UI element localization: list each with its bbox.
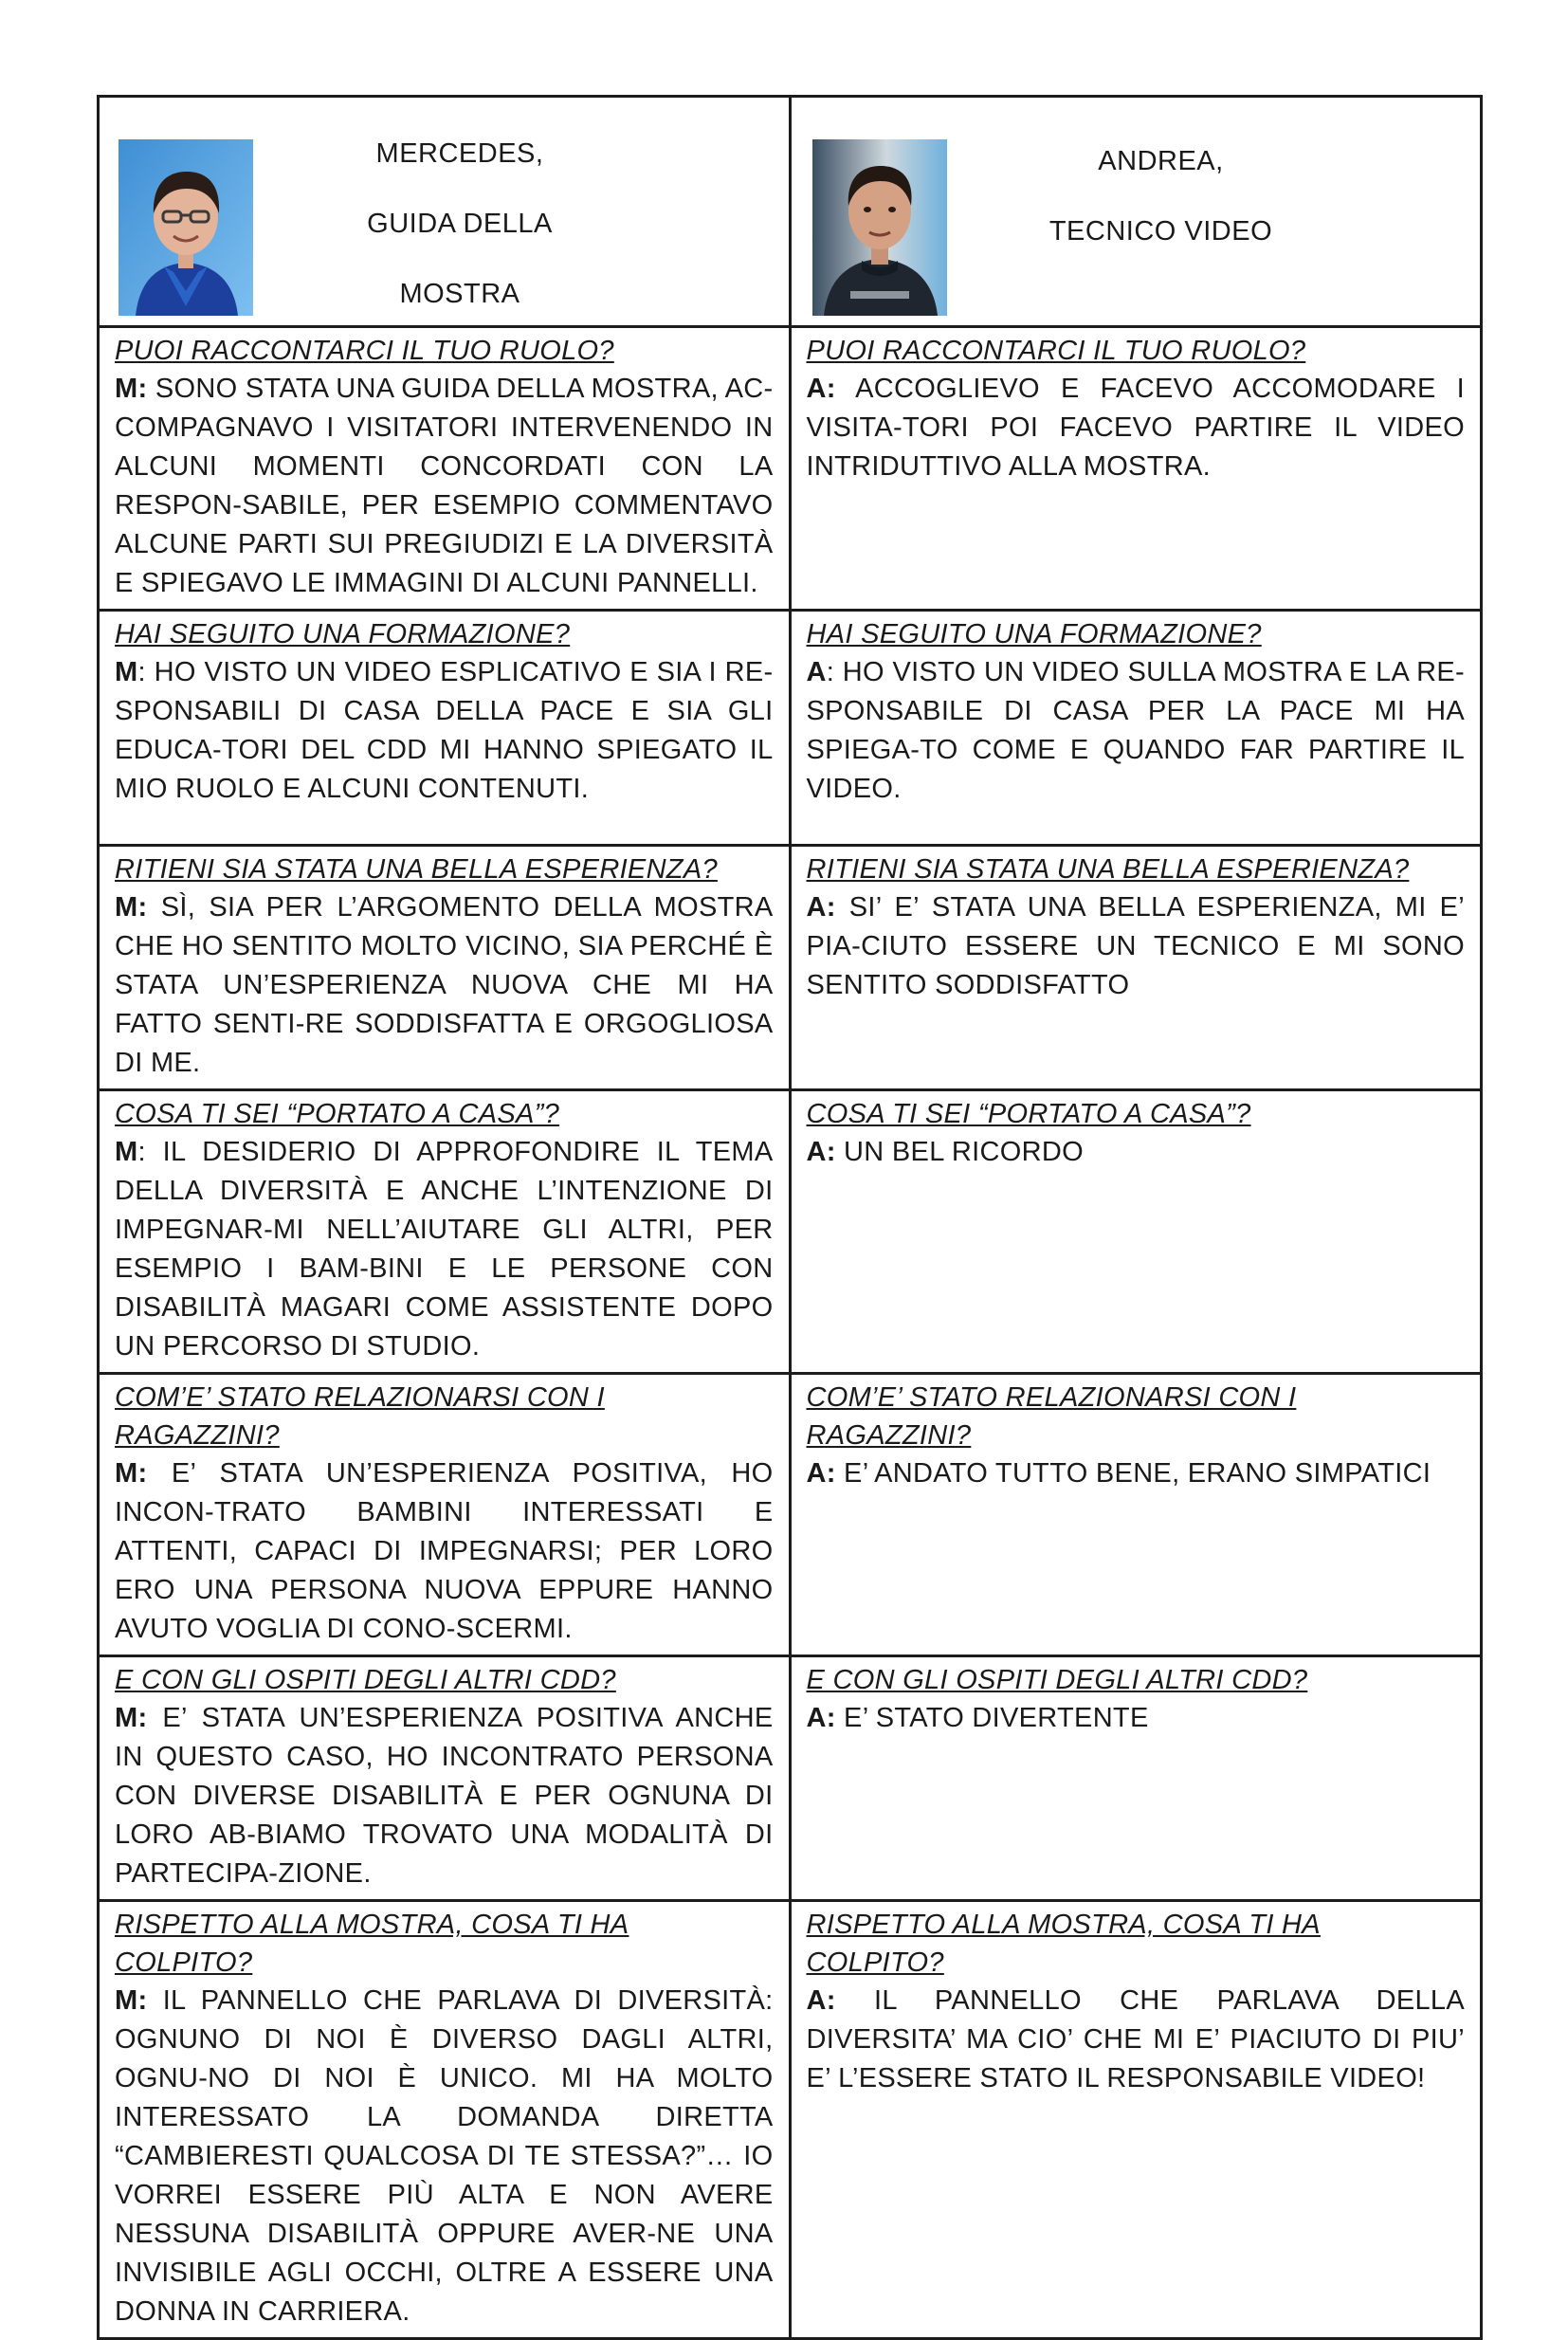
question: COSA TI SEI “PORTATO A CASA”? (806, 1099, 1251, 1129)
answer (807, 1699, 1466, 1738)
answer-text: : IL DESIDERIO DI APPROFONDIRE IL TEMA DELLA DIVERSITÀ E ANCHE L’INTENZIONE DI IMPEGNAR-MI NELL’AIUTARE GLI ALTRI, PER ESEMPIO I BAM-BINI E LE PERSONE CON DISABILITÀ MAGARI COME ASSISTENTE DOPO UN PERCORSO DI STUDIO. (115, 1137, 774, 1362)
header-cell-andrea (790, 97, 1482, 327)
qa-row (99, 1090, 1482, 1374)
answer (115, 888, 774, 1083)
person-caption (1019, 126, 1304, 266)
question: HAI SEGUITO UNA FORMAZIONE? (115, 619, 571, 649)
speaker-prefix: M (115, 1137, 138, 1167)
answer (807, 370, 1466, 486)
speaker-prefix: A: (806, 1985, 836, 2016)
answer-text: : HO VISTO UN VIDEO ESPLICATIVO E SIA I RE-SPONSABILI DI CASA DELLA PACE E SIA GLI EDUCA-TORI DEL CDD MI HANNO SPIEGATO IL MIO RUOLO E ALCUNI CONTENUTI. (115, 657, 774, 804)
answer-cell-mercedes (99, 1656, 791, 1901)
answer-cell-mercedes (99, 846, 791, 1090)
person-role: TECNICO VIDEO (1048, 216, 1273, 247)
answer (115, 1982, 774, 2331)
answer-cell-andrea (790, 1090, 1482, 1374)
person-name: ANDREA, (1098, 146, 1224, 176)
answer-cell-mercedes (99, 327, 791, 611)
question: PUOI RACCONTARCI IL TUO RUOLO? (115, 336, 614, 366)
answer-text: : HO VISTO UN VIDEO SULLA MOSTRA E LA RE-SPONSABILE DI CASA PER LA PACE MI HA SPIEGA-TO COME E QUANDO FAR PARTIRE IL VIDEO. (806, 657, 1465, 804)
header-cell-mercedes (99, 97, 791, 327)
answer-cell-andrea (790, 1656, 1482, 1901)
qa-row (99, 1374, 1482, 1656)
answer (807, 653, 1466, 809)
person-caption (318, 119, 602, 329)
answer-text: SI’ E’ STATA UNA BELLA ESPERIENZA, MI E’ PIA-CIUTO ESSERE UN TECNICO E MI SONO SENTITO SODDISFATTO (806, 892, 1465, 1000)
answer-text: ACCOGLIEVO E FACEVO ACCOMODARE I VISITA-TORI POI FACEVO PARTIRE IL VIDEO INTRIDUTTIVO ALLA MOSTRA. (806, 374, 1465, 482)
answer-cell-andrea (790, 327, 1482, 611)
header-row (99, 97, 1482, 327)
answer (807, 1982, 1466, 2098)
speaker-prefix: A: (806, 1137, 836, 1167)
answer-cell-andrea (790, 1374, 1482, 1656)
answer (807, 1454, 1466, 1493)
question: RISPETTO ALLA MOSTRA, COSA TI HA COLPITO? (115, 1910, 629, 1978)
qa-row (99, 846, 1482, 1090)
answer (115, 1699, 774, 1893)
answer (115, 653, 774, 809)
portrait-andrea (812, 139, 947, 316)
speaker-prefix: A: (806, 1703, 836, 1733)
answer (115, 1133, 774, 1366)
speaker-prefix: A: (806, 892, 836, 923)
qa-row (99, 1901, 1482, 2339)
question: RITIENI SIA STATA UNA BELLA ESPERIENZA? (806, 854, 1410, 885)
answer-text: E’ STATO DIVERTENTE (835, 1703, 1149, 1733)
portrait-mercedes (119, 139, 253, 316)
answer-text: IL PANNELLO CHE PARLAVA DI DIVERSITÀ: OGNUNO DI NOI È DIVERSO DAGLI ALTRI, OGNU-NO DI NOI È UNICO. MI HA MOLTO INTERESSATO LA DOMANDA DIRETTA “CAMBIERESTI QUALCOSA DI TE STESSA?”… IO VORREI ESSERE PIÙ ALTA E NON AVERE NESSUNA DISABILITÀ OPPURE AVER-NE UNA INVISIBILE AGLI OCCHI, OLTRE A ESSERE UNA DONNA IN CARRIERA. (115, 1985, 774, 2327)
person-name: MERCEDES, (375, 138, 544, 169)
person-role: GUIDA DELLA MOSTRA (367, 209, 553, 309)
question: PUOI RACCONTARCI IL TUO RUOLO? (806, 336, 1306, 366)
answer-text: E’ STATA UN’ESPERIENZA POSITIVA ANCHE IN QUESTO CASO, HO INCONTRATO PERSONA CON DIVERSE DISABILITÀ E PER OGNUNA DI LORO AB-BIAMO TROVATO UNA MODALITÀ DI PARTECIPA-ZIONE. (115, 1703, 774, 1889)
qa-row (99, 611, 1482, 846)
answer-text: E’ STATA UN’ESPERIENZA POSITIVA, HO INCON-TRATO BAMBINI INTERESSATI E ATTENTI, CAPACI DI IMPEGNARSI; PER LORO ERO UNA PERSONA NUOVA EPPURE HANNO AVUTO VOGLIA DI CONO-SCERMI. (115, 1458, 774, 1644)
qa-row (99, 1656, 1482, 1901)
answer-text: UN BEL RICORDO (835, 1137, 1084, 1167)
answer-cell-mercedes (99, 1901, 791, 2339)
answer-text: SÌ, SIA PER L’ARGOMENTO DELLA MOSTRA CHE HO SENTITO MOLTO VICINO, SIA PERCHÉ È STATA UN’ESPERIENZA NUOVA CHE MI HA FATTO SENTI-RE SODDISFATTA E ORGOGLIOSA DI ME. (115, 892, 774, 1078)
answer-text: SONO STATA UNA GUIDA DELLA MOSTRA, AC-COMPAGNAVO I VISITATORI INTERVENENDO IN ALCUNI MOMENTI CONCORDATI CON LA RESPON-SABILE, PER ESEMPIO COMMENTAVO ALCUNE PARTI SUI PREGIUDIZI E LA DIVERSITÀ E SPIEGAVO LE IMMAGINI DI ALCUNI PANNELLI. (115, 374, 774, 598)
answer (115, 1454, 774, 1649)
question: COM’E’ STATO RELAZIONARSI CON I RAGAZZINI? (806, 1382, 1297, 1451)
answer-cell-andrea (790, 846, 1482, 1090)
speaker-prefix: A (806, 657, 827, 687)
qa-row (99, 327, 1482, 611)
speaker-prefix: M (115, 657, 138, 687)
answer-cell-mercedes (99, 1090, 791, 1374)
question: HAI SEGUITO UNA FORMAZIONE? (806, 619, 1262, 649)
answer-text: E’ ANDATO TUTTO BENE, ERANO SIMPATICI (835, 1458, 1431, 1489)
answer (115, 370, 774, 603)
question: COM’E’ STATO RELAZIONARSI CON I RAGAZZINI? (115, 1382, 605, 1451)
question: E CON GLI OSPITI DEGLI ALTRI CDD? (115, 1665, 616, 1695)
question: RITIENI SIA STATA UNA BELLA ESPERIENZA? (115, 854, 718, 885)
question: E CON GLI OSPITI DEGLI ALTRI CDD? (806, 1665, 1308, 1695)
speaker-prefix: M: (115, 1985, 148, 2016)
speaker-prefix: M: (115, 1458, 148, 1489)
answer (807, 888, 1466, 1005)
interview-sheet (97, 95, 1483, 2340)
question: COSA TI SEI “PORTATO A CASA”? (115, 1099, 560, 1129)
answer-cell-mercedes (99, 1374, 791, 1656)
answer (807, 1133, 1466, 1172)
speaker-prefix: M: (115, 1703, 148, 1733)
answer-cell-andrea (790, 1901, 1482, 2339)
question: RISPETTO ALLA MOSTRA, COSA TI HA COLPITO? (806, 1910, 1321, 1978)
speaker-prefix: M: (115, 892, 148, 923)
answer-cell-mercedes (99, 611, 791, 846)
speaker-prefix: A: (806, 1458, 836, 1489)
speaker-prefix: M: (115, 374, 148, 404)
interview-table (97, 95, 1483, 2340)
answer-cell-andrea (790, 611, 1482, 846)
speaker-prefix: A: (806, 374, 836, 404)
answer-text: IL PANNELLO CHE PARLAVA DELLA DIVERSITA’ MA CIO’ CHE MI E’ PIACIUTO DI PIU’ E’ L’ESSERE STATO IL RESPONSABILE VIDEO! (806, 1985, 1465, 2093)
